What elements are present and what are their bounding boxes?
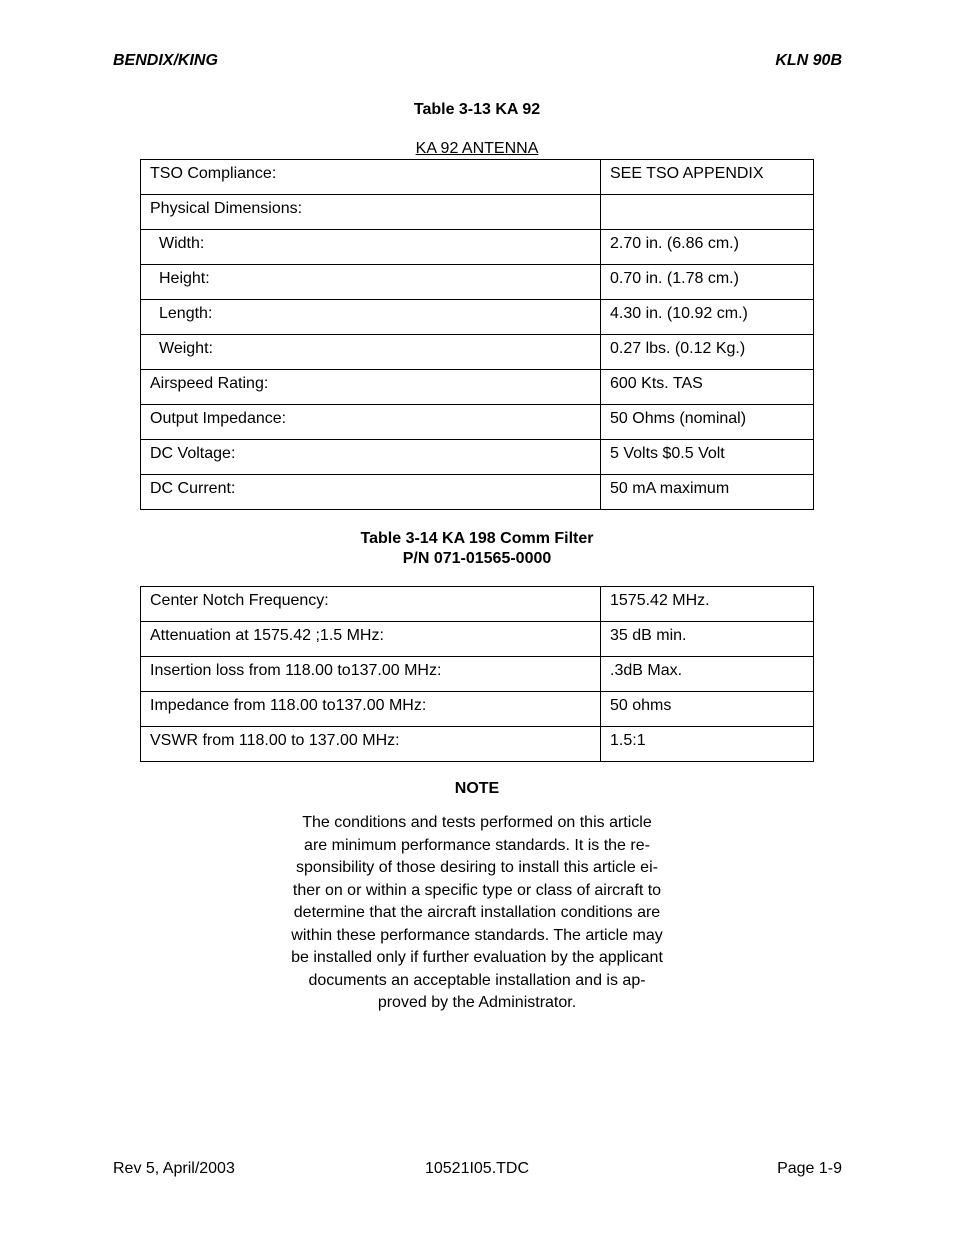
row-value: 1.5:1 [601,727,814,762]
row-label: Center Notch Frequency: [141,587,601,622]
row-label: Width: [141,230,601,265]
row-label: Impedance from 118.00 to137.00 MHz: [141,692,601,727]
table-row [141,657,814,692]
row-label: TSO Compliance: [141,160,601,195]
table-row [141,160,814,195]
row-value: 5 Volts $0.5 Volt [601,440,814,475]
row-label: DC Current: [141,475,601,510]
row-value: 50 ohms [601,692,814,727]
row-label: Airspeed Rating: [141,370,601,405]
row-value [601,195,814,230]
row-label: Attenuation at 1575.42 ;1.5 MHz: [141,622,601,657]
row-label: VSWR from 118.00 to 137.00 MHz: [141,727,601,762]
row-value: 35 dB min. [601,622,814,657]
table-row [141,195,814,230]
note-line: proved by the Administrator. [377,994,577,1011]
header-right: KLN 90B [775,52,842,69]
note-line: within these performance standards. The article may [291,926,663,944]
row-value: 0.70 in. (1.78 cm.) [601,265,814,300]
row-value: .3dB Max. [601,657,814,692]
note-line: sponsibility of those desiring to install this article ei- [296,859,658,876]
note-line: The conditions and tests performed on this article [302,814,652,831]
row-value: 0.27 lbs. (0.12 Kg.) [601,335,814,370]
row-value: 50 mA maximum [601,475,814,510]
table-row [141,692,814,727]
note-line: be installed only if further evaluation by the applicant [291,949,663,966]
row-label: Height: [141,265,601,300]
row-value: 2.70 in. (6.86 cm.) [601,230,814,265]
table2-title-line1: Table 3-14 KA 198 Comm Filter [360,530,594,547]
row-value: 50 Ohms (nominal) [601,405,814,440]
row-label: Length: [141,300,601,335]
note-line: documents an acceptable installation and is ap- [308,971,646,989]
table1-caption: KA 92 ANTENNA [415,140,539,157]
table-row [141,475,814,510]
table-row [141,405,814,440]
header-left: BENDIX/KING [113,52,218,69]
table2-title-line2: P/N 071-01565-0000 [402,550,552,567]
table-row [141,300,814,335]
row-value: 1575.42 MHz. [601,587,814,622]
table-row [141,230,814,265]
footer-revision: Rev 5, April/2003 [113,1160,235,1177]
row-label: Output Impedance: [141,405,601,440]
table-row [141,370,814,405]
row-label: Physical Dimensions: [141,195,601,230]
row-value: 600 Kts. TAS [601,370,814,405]
table-row [141,440,814,475]
footer-page-number: Page 1-9 [777,1160,842,1177]
note-body [277,812,677,1015]
table-row [141,587,814,622]
table-row [141,265,814,300]
table1-title: Table 3-13 KA 92 [413,101,541,118]
table-row [141,622,814,657]
table-row [141,727,814,762]
row-value: 4.30 in. (10.92 cm.) [601,300,814,335]
ka198-comm-filter-table [140,586,814,762]
ka92-antenna-table [140,159,814,510]
note-line: ther on or within a specific type or class of aircraft to [292,881,662,899]
note-title: NOTE [454,780,500,797]
note-line: determine that the aircraft installation conditions are [293,904,661,921]
row-label: Insertion loss from 118.00 to137.00 MHz: [141,657,601,692]
row-label: Weight: [141,335,601,370]
row-value: SEE TSO APPENDIX [601,160,814,195]
note-line: are minimum performance standards. It is the re- [304,836,650,854]
table-row [141,335,814,370]
footer-doc-id: 10521I05.TDC [424,1160,530,1177]
row-label: DC Voltage: [141,440,601,475]
